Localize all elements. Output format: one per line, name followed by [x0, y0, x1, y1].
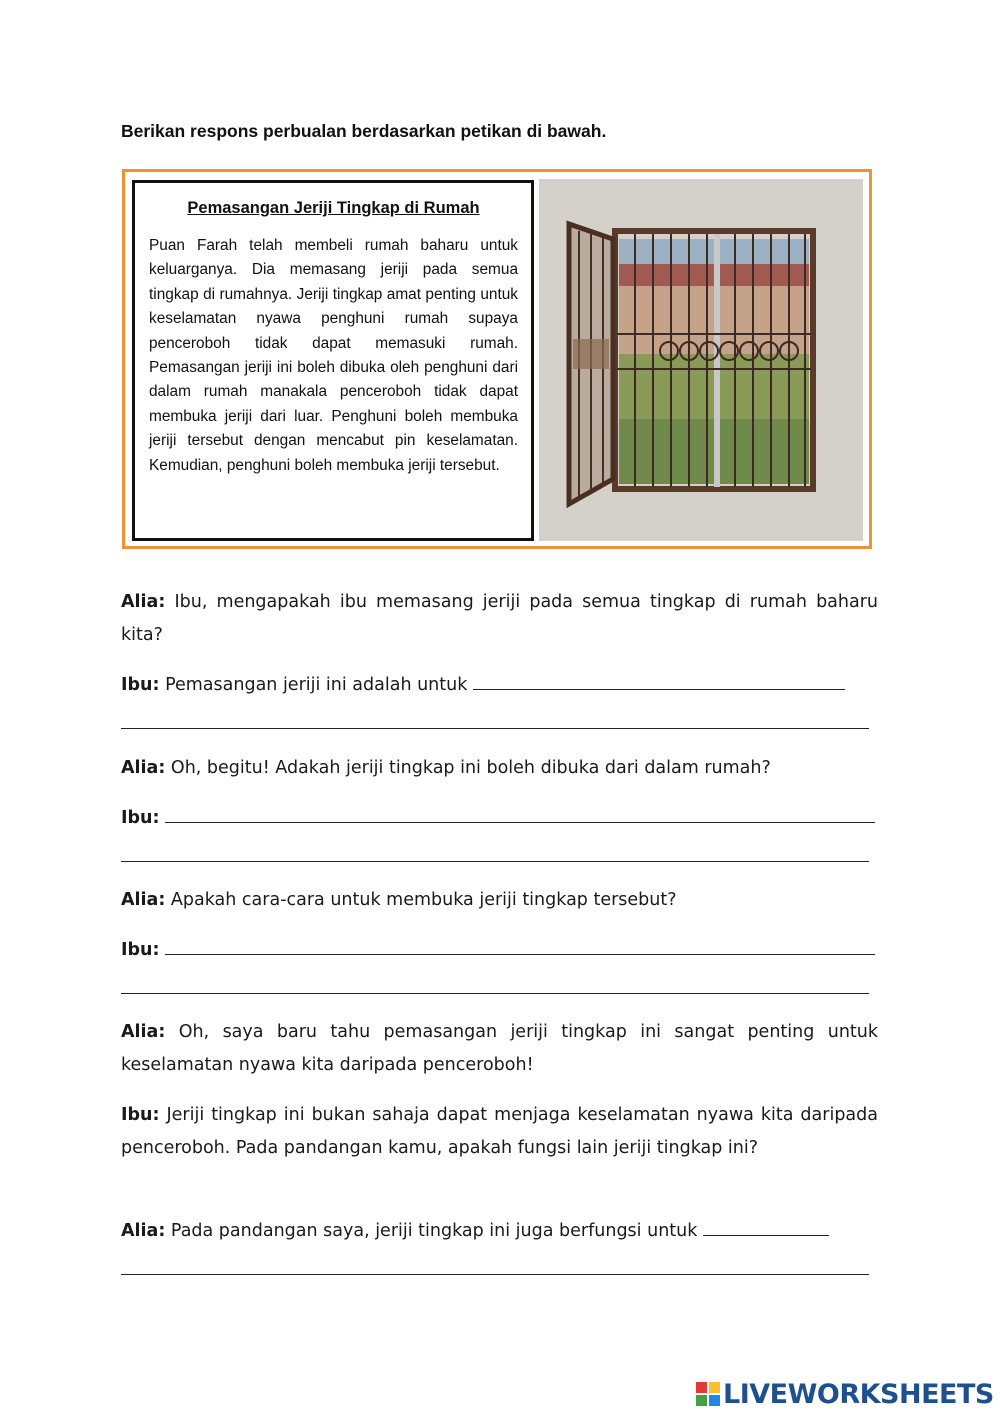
speaker-ibu: Ibu:: [121, 675, 160, 695]
answer-blank-3[interactable]: [165, 936, 875, 955]
passage-title: Pemasangan Jeriji Tingkap di Rumah: [187, 199, 480, 217]
speaker-alia: Alia:: [121, 1022, 166, 1042]
speaker-alia: Alia:: [121, 890, 166, 910]
dialog-text: Oh, begitu! Adakah jeriji tingkap ini boleh dibuka dari dalam rumah?: [165, 758, 771, 778]
answer-blank-2[interactable]: [165, 804, 875, 823]
passage-frame: [122, 169, 872, 549]
dialog-line-7: [121, 1016, 878, 1082]
dialog-text: Ibu, mengapakah ibu memasang jeriji pada semua tingkap di rumah baharu kita?: [121, 592, 878, 645]
speaker-ibu: Ibu:: [121, 940, 160, 960]
dialog-line-9: [121, 1215, 878, 1248]
answer-blank-4[interactable]: [703, 1217, 829, 1236]
instruction-heading: Berikan respons perbualan berdasarkan petikan di bawah.: [121, 121, 607, 141]
answer-blank-1[interactable]: [473, 671, 845, 690]
dialog-line-2: [121, 669, 878, 702]
window-grille-photo: [539, 179, 863, 541]
dialog-line-1: [121, 586, 878, 652]
answer-line-1b[interactable]: [121, 728, 869, 729]
dialog-text: Jeriji tingkap ini bukan sahaja dapat menjaga keselamatan nyawa kita daripada penceroboh. Pada pandangan kamu, apakah fungsi lain jeriji tingkap ini?: [121, 1105, 878, 1158]
logo-text: LIVEWORKSHEETS: [723, 1378, 994, 1410]
liveworksheets-logo: [696, 1377, 994, 1411]
speaker-ibu: Ibu:: [121, 808, 160, 828]
passage-body: Puan Farah telah membeli rumah baharu untuk keluarganya. Dia memasang jeriji pada semua tingkap di rumahnya. Jeriji tingkap amat penting untuk keselamatan nyawa penghuni rumah supaya penceroboh tidak dapat memasuki rumah. Pemasangan jeriji ini boleh dibuka oleh penghuni dari dalam rumah manakala penceroboh tidak dapat membuka jeriji dari luar. Penghuni boleh membuka jeriji tersebut dengan mencabut pin keselamatan. Kemudian, penghuni boleh membuka jeriji tersebut.: [149, 237, 518, 474]
answer-line-3b[interactable]: [121, 993, 869, 994]
passage-box: [132, 180, 534, 541]
dialog-text: Pada pandangan saya, jeriji tingkap ini juga berfungsi untuk: [165, 1221, 703, 1241]
dialog-line-6: [121, 934, 878, 967]
speaker-alia: Alia:: [121, 592, 166, 612]
speaker-alia: Alia:: [121, 1221, 166, 1241]
dialog-line-4: [121, 802, 878, 835]
dialog-line-5: [121, 884, 878, 917]
dialog-text: Apakah cara-cara untuk membuka jeriji tingkap tersebut?: [165, 890, 677, 910]
answer-line-4b[interactable]: [121, 1274, 869, 1275]
dialog-text: Oh, saya baru tahu pemasangan jeriji tingkap ini sangat penting untuk keselamatan nyawa kita daripada penceroboh!: [121, 1022, 878, 1075]
speaker-ibu: Ibu:: [121, 1105, 160, 1125]
speaker-alia: Alia:: [121, 758, 166, 778]
logo-blocks-icon: [696, 1382, 720, 1406]
dialog-line-8: [121, 1099, 878, 1165]
dialog-text: Pemasangan jeriji ini adalah untuk: [159, 675, 473, 695]
dialog-line-3: [121, 752, 878, 785]
answer-line-2b[interactable]: [121, 861, 869, 862]
